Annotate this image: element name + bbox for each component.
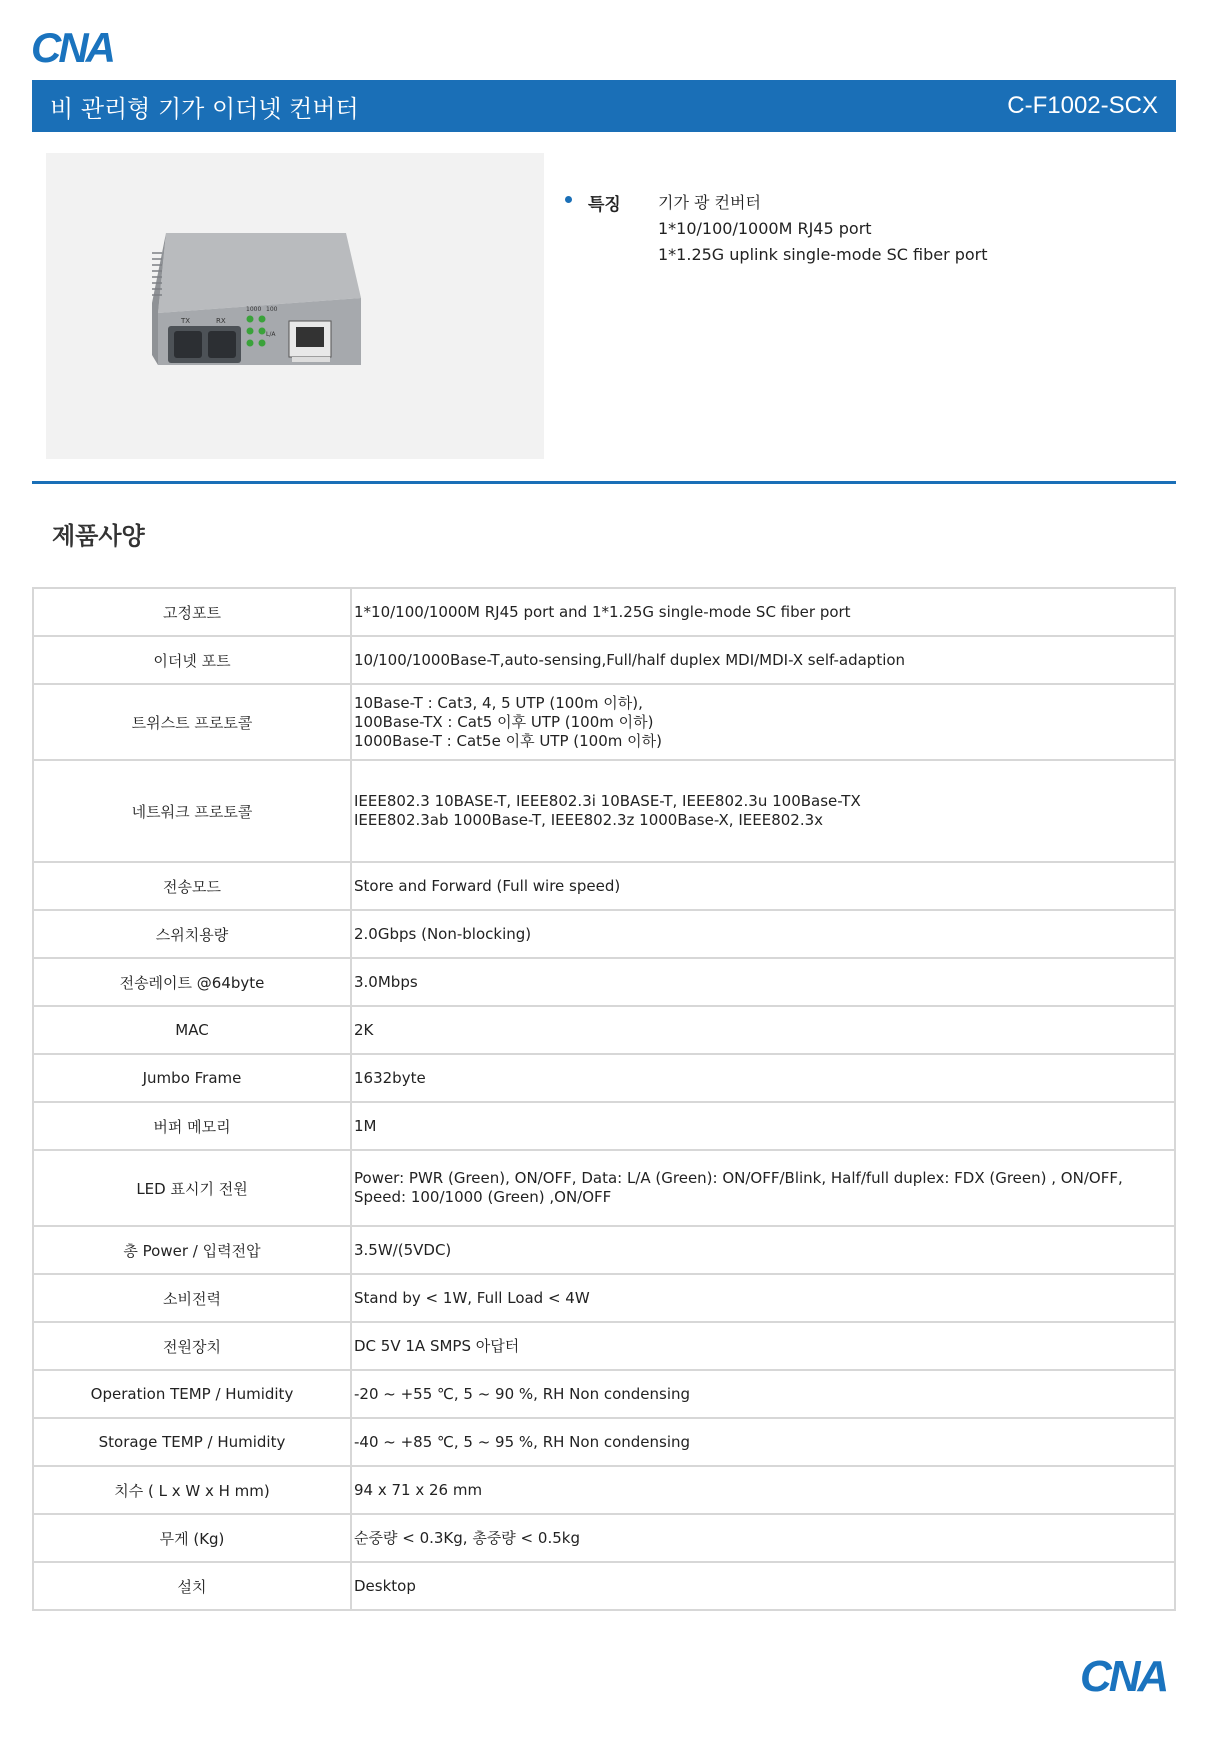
spec-key: Jumbo Frame [33, 1054, 351, 1102]
spec-value: 10/100/1000Base-T,auto-sensing,Full/half duplex MDI/MDI-X self-adaption [351, 636, 1175, 684]
spec-key: 무게 (Kg) [33, 1514, 351, 1562]
table-row [33, 1418, 1175, 1466]
bullet-icon [565, 196, 572, 203]
feature-line: 기가 광 컨버터 [658, 193, 761, 212]
spec-value: 순중량 < 0.3Kg, 총중량 < 0.5kg [351, 1514, 1175, 1562]
spec-value: -40 ~ +85 ℃, 5 ~ 95 %, RH Non condensing [351, 1418, 1175, 1466]
spec-value: 94 x 71 x 26 mm [351, 1466, 1175, 1514]
table-row [33, 1274, 1175, 1322]
spec-key: 네트워크 프로토콜 [33, 760, 351, 862]
table-row [33, 1370, 1175, 1418]
specs-heading: 제품사양 [52, 522, 145, 550]
model-number: C-F1002-SCX [1007, 92, 1158, 119]
spec-value: 1632byte [351, 1054, 1175, 1102]
spec-key: 트위스트 프로토콜 [33, 684, 351, 760]
spec-value: -20 ~ +55 ℃, 5 ~ 90 %, RH Non condensing [351, 1370, 1175, 1418]
table-row [33, 1006, 1175, 1054]
spec-key: 전송레이트 @64byte [33, 958, 351, 1006]
spec-value: 1M [351, 1102, 1175, 1150]
spec-key: 전원장치 [33, 1322, 351, 1370]
table-row [33, 1562, 1175, 1610]
product-photo [46, 153, 544, 459]
spec-value: IEEE802.3 10BASE-T, IEEE802.3i 10BASE-T, IEEE802.3u 100Base-TX IEEE802.3ab 1000Base-T, IEEE802.3z 1000Base-X, IEEE802.3x [351, 760, 1175, 862]
spec-value: 3.5W/(5VDC) [351, 1226, 1175, 1274]
table-row [33, 760, 1175, 862]
brand-logo: CNA [31, 24, 113, 71]
spec-value: 3.0Mbps [351, 958, 1175, 1006]
spec-value: 2.0Gbps (Non-blocking) [351, 910, 1175, 958]
spec-key: 고정포트 [33, 588, 351, 636]
spec-value: 10Base-T : Cat3, 4, 5 UTP (100m 이하), 100Base-TX : Cat5 이후 UTP (100m 이하) 1000Base-T : Cat5e 이후 UTP (100m 이하) [351, 684, 1175, 760]
spec-value: DC 5V 1A SMPS 아답터 [351, 1322, 1175, 1370]
brand-logo-footer: CNA [1080, 1652, 1167, 1701]
feature-line: 1*1.25G uplink single-mode SC fiber port [658, 245, 988, 264]
page-title: 비 관리형 기가 이더넷 컨버터 [50, 94, 359, 123]
table-row [33, 1514, 1175, 1562]
speed-100-label: 100 [266, 306, 278, 313]
spec-value: 2K [351, 1006, 1175, 1054]
table-row [33, 1226, 1175, 1274]
features-list [658, 190, 988, 268]
spec-key: MAC [33, 1006, 351, 1054]
spec-value: Stand by < 1W, Full Load < 4W [351, 1274, 1175, 1322]
table-row [33, 1150, 1175, 1226]
table-row [33, 636, 1175, 684]
rx-port-label: RX [216, 317, 226, 325]
table-row [33, 1102, 1175, 1150]
spec-key: Storage TEMP / Humidity [33, 1418, 351, 1466]
tx-port-label: TX [181, 317, 191, 325]
spec-key: LED 표시기 전원 [33, 1150, 351, 1226]
spec-key: 소비전력 [33, 1274, 351, 1322]
spec-value: Power: PWR (Green), ON/OFF, Data: L/A (Green): ON/OFF/Blink, Half/full duplex: FDX (Green) , ON/OFF, Speed: 100/1000 (Green) ,ON/OFF [351, 1150, 1175, 1226]
table-row [33, 1466, 1175, 1514]
spec-key: 총 Power / 입력전압 [33, 1226, 351, 1274]
spec-key: 설치 [33, 1562, 351, 1610]
title-bar [32, 80, 1176, 132]
spec-key: 스위치용량 [33, 910, 351, 958]
table-row [33, 1054, 1175, 1102]
spec-key: 버퍼 메모리 [33, 1102, 351, 1150]
spec-key: Operation TEMP / Humidity [33, 1370, 351, 1418]
spec-value: Store and Forward (Full wire speed) [351, 862, 1175, 910]
section-divider [32, 481, 1176, 484]
feature-line: 1*10/100/1000M RJ45 port [658, 219, 872, 238]
spec-value: 1*10/100/1000M RJ45 port and 1*1.25G single-mode SC fiber port [351, 588, 1175, 636]
features-label: 특징 [588, 195, 621, 215]
spec-value: Desktop [351, 1562, 1175, 1610]
table-row [33, 910, 1175, 958]
spec-key: 치수 ( L x W x H mm) [33, 1466, 351, 1514]
speed-1000-label: 1000 [246, 306, 262, 313]
specs-table [32, 587, 1176, 1611]
media-converter-image [46, 153, 544, 459]
link-act-label: L/A [266, 331, 276, 338]
spec-key: 전송모드 [33, 862, 351, 910]
table-row [33, 1322, 1175, 1370]
table-row [33, 684, 1175, 760]
table-row [33, 862, 1175, 910]
spec-key: 이더넷 포트 [33, 636, 351, 684]
table-row [33, 588, 1175, 636]
table-row [33, 958, 1175, 1006]
